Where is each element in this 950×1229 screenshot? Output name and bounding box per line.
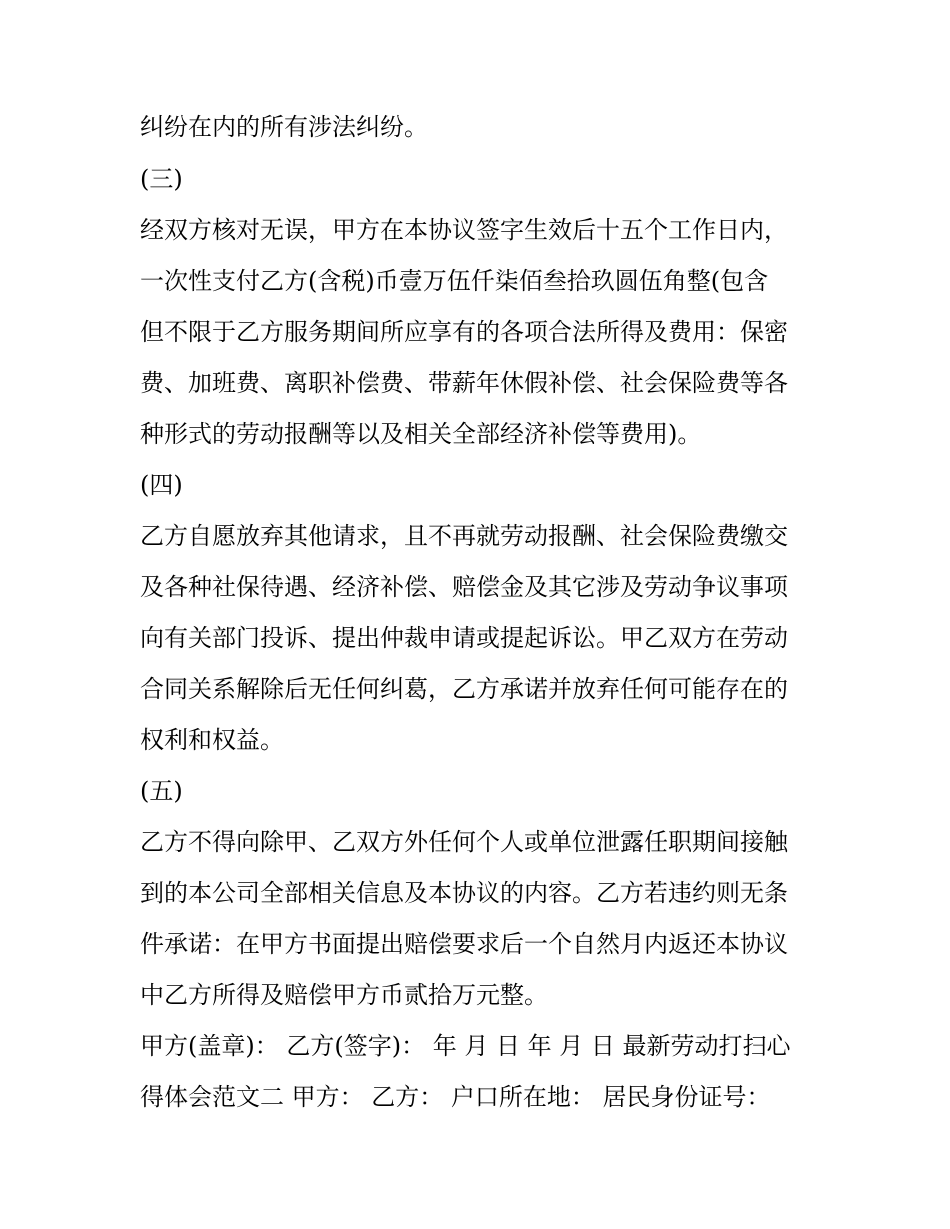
text-line: 费、加班费、离职补偿费、带薪年休假补偿、社会保险费等各 (140, 369, 788, 397)
text-line: 得体会范文二 甲方： 乙方： 户口所在地： 居民身份证号： (140, 1083, 771, 1111)
text-line: 一次性支付乙方(含税)币壹万伍仟柒佰叁拾玖圆伍角整(包含 (140, 267, 769, 295)
text-line: 中乙方所得及赔偿甲方币贰拾万元整。 (140, 981, 548, 1009)
section-heading-3: (三) (140, 165, 183, 193)
text-line: 向有关部门投诉、提出仲裁申请或提起诉讼。甲乙双方在劳动 (140, 624, 788, 652)
text-line: 但不限于乙方服务期间所应享有的各项合法所得及费用：保密 (140, 318, 788, 346)
section-heading-5: (五) (140, 777, 183, 805)
signature-line: 甲方(盖章)： 乙方(签字)： 年 月 日 年 月 日 最新劳动打扫心 (140, 1032, 791, 1060)
text-line: 及各种社保待遇、经济补偿、赔偿金及其它涉及劳动争议事项 (140, 573, 788, 601)
text-line: 到的本公司全部相关信息及本协议的内容。乙方若违约则无条 (140, 879, 788, 907)
text-line: 件承诺：在甲方书面提出赔偿要求后一个自然月内返还本协议 (140, 930, 788, 958)
text-line: 权利和权益。 (140, 726, 284, 754)
section-heading-4: (四) (140, 471, 183, 499)
text-line: 经双方核对无误，甲方在本协议签字生效后十五个工作日内， (140, 216, 788, 244)
text-line: 纠纷在内的所有涉法纠纷。 (140, 113, 428, 141)
text-line: 乙方自愿放弃其他请求，且不再就劳动报酬、社会保险费缴交 (140, 522, 788, 550)
text-line: 种形式的劳动报酬等以及相关全部经济补偿等费用)。 (140, 420, 702, 448)
text-line: 乙方不得向除甲、乙双方外任何个人或单位泄露任职期间接触 (140, 828, 788, 856)
text-line: 合同关系解除后无任何纠葛，乙方承诺并放弃任何可能存在的 (140, 675, 788, 703)
